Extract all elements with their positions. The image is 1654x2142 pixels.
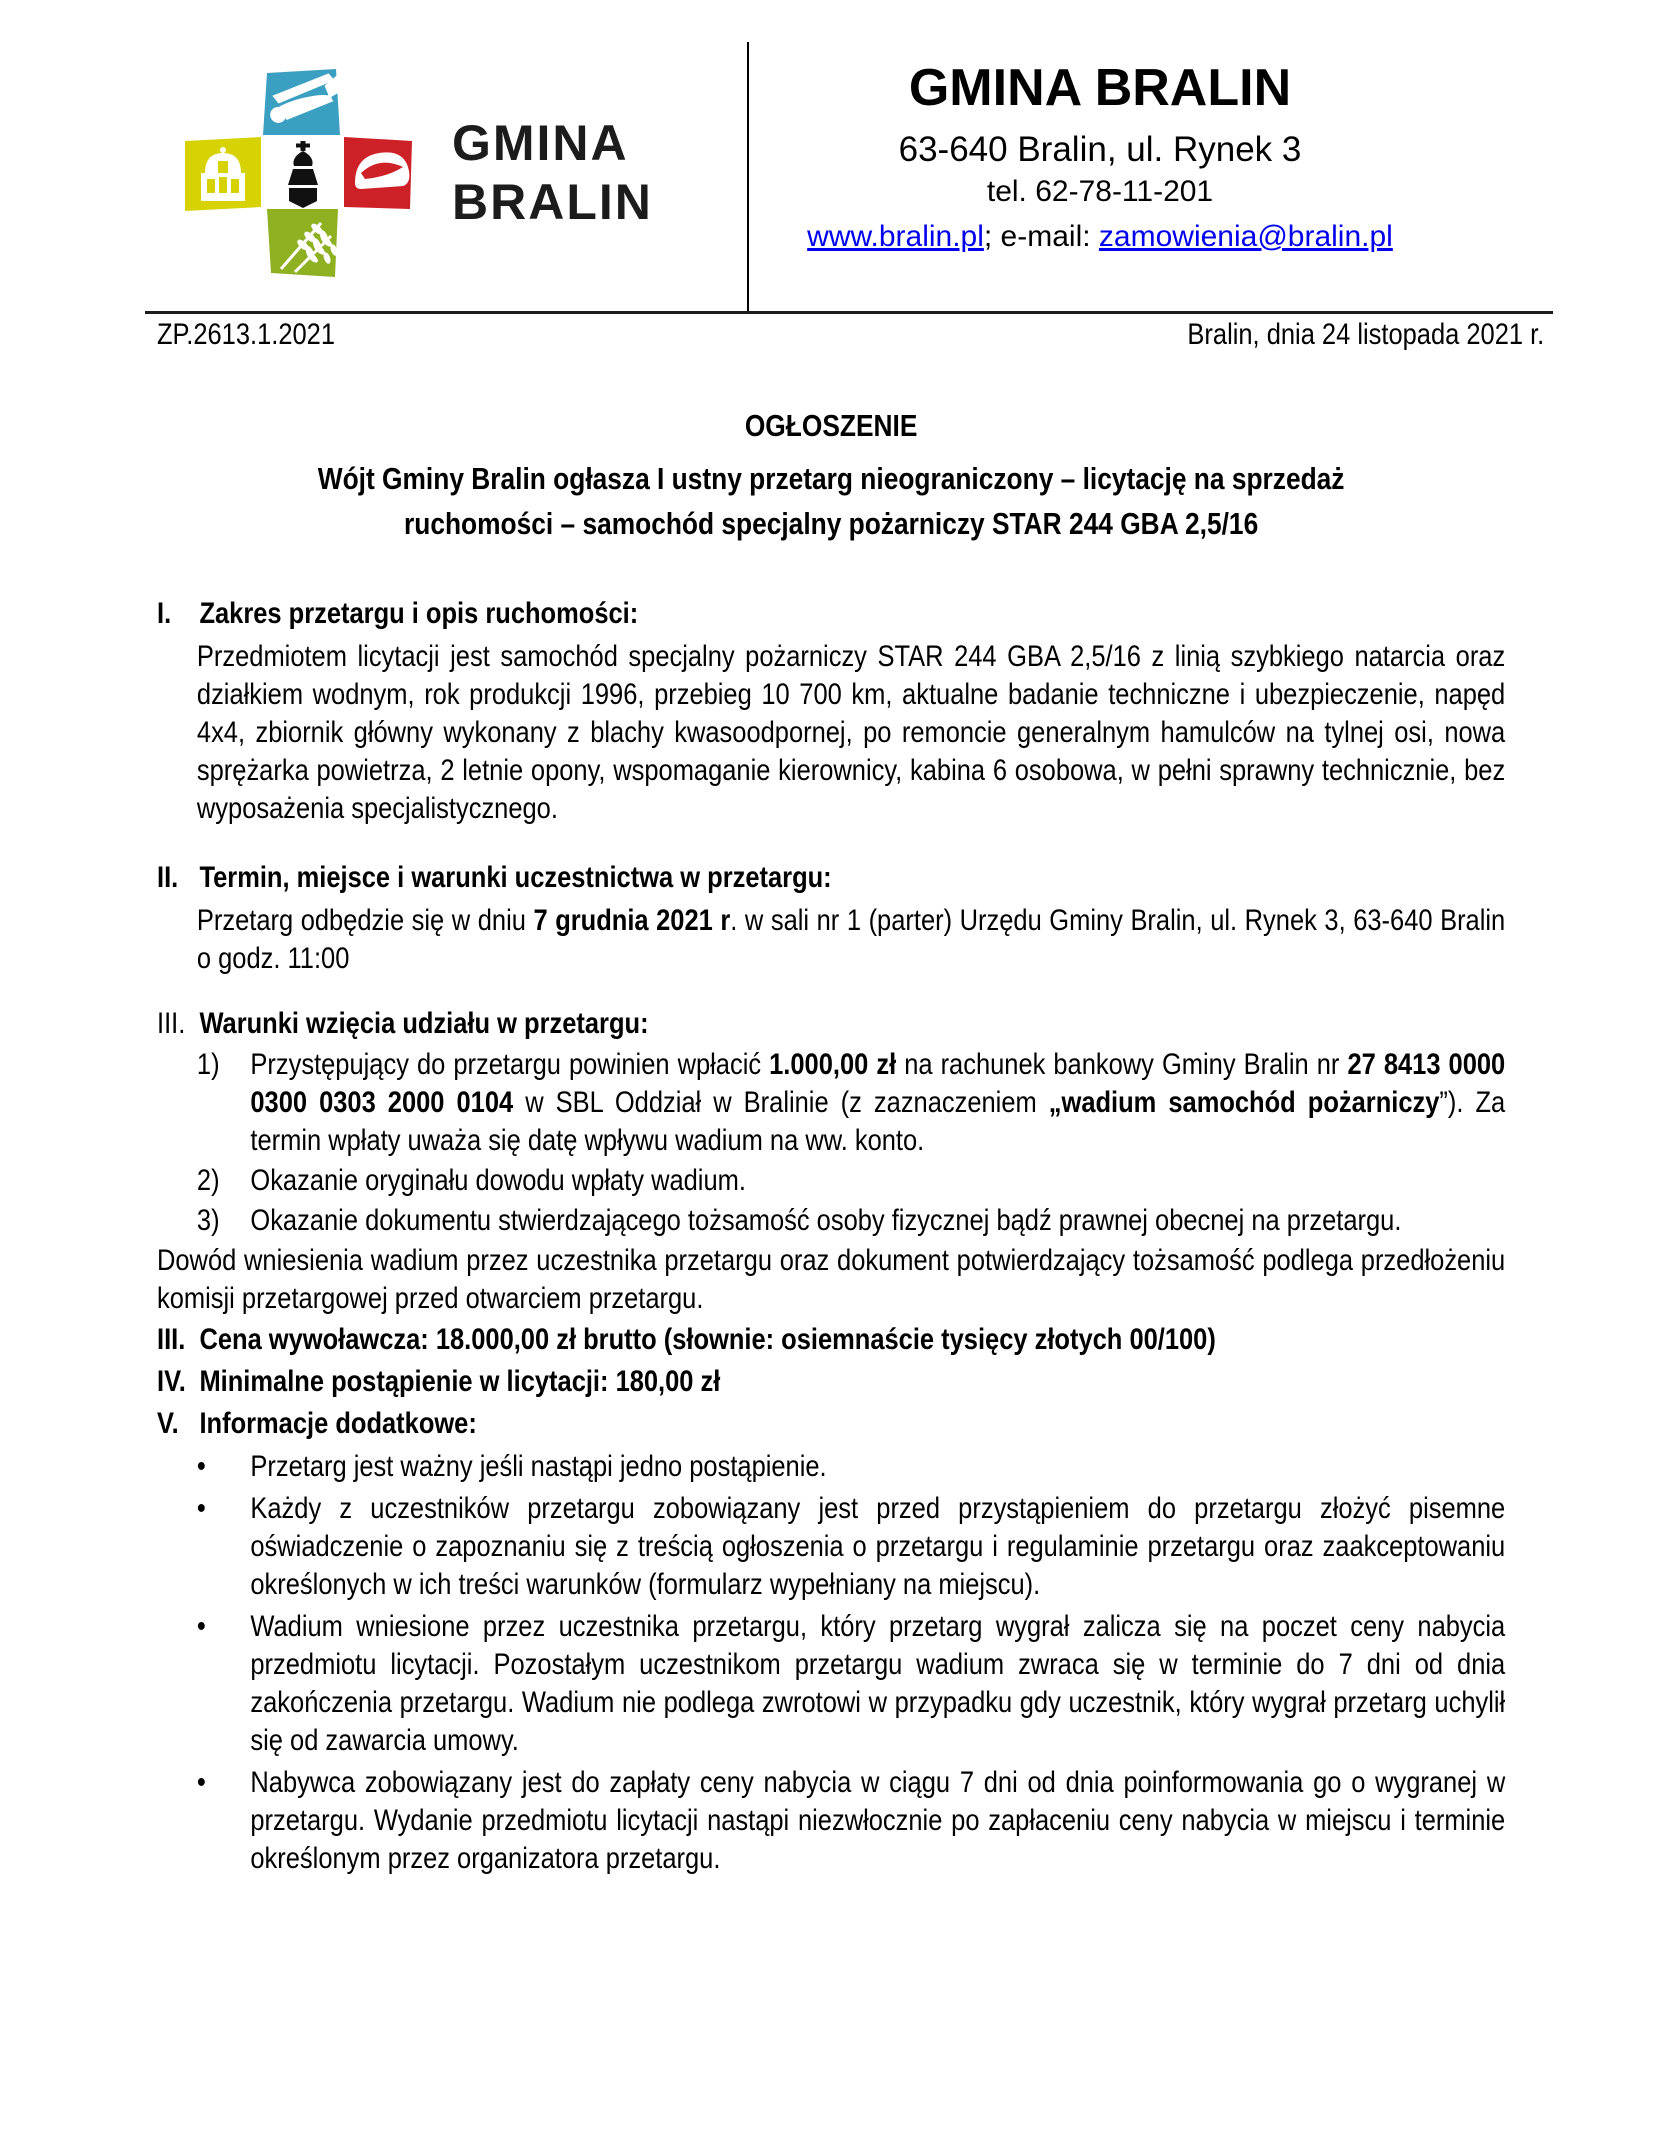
section-1-number: I. <box>157 597 172 630</box>
bullet-item <box>157 1764 1505 1878</box>
bullet-dot: • <box>196 1610 206 1643</box>
bullet-text: Przetarg jest ważny jeśli nastąpi jedno postąpienie. <box>250 1450 827 1483</box>
logo-wordmark <box>452 114 653 232</box>
section-1-title: Zakres przetargu i opis ruchomości: <box>199 597 639 630</box>
bullet-dot: • <box>196 1766 206 1799</box>
organization-links <box>770 219 1430 255</box>
minimum-bid-text: Minimalne postąpienie w licytacji: 180,00 zł <box>199 1365 721 1398</box>
bank-account-number: 27 8413 0000 0300 0303 2000 0104 <box>250 1048 1506 1119</box>
section-2-title: Termin, miejsce i warunki uczestnictwa w przetargu: <box>199 861 832 894</box>
logo-wordmark-line1: GMINA <box>452 115 629 171</box>
document-subtitle <box>157 456 1505 546</box>
logo-wordmark-line2: BRALIN <box>452 174 653 230</box>
condition-item-1-text <box>250 1046 1505 1160</box>
document-subtitle-line2: ruchomości – samochód specjalny pożarniczy STAR 244 GBA 2,5/16 <box>404 506 1259 541</box>
section-2-heading <box>157 858 1505 898</box>
additional-info-heading <box>157 1404 1505 1444</box>
minimum-bid-line <box>157 1362 1505 1402</box>
bullet-text: Każdy z uczestników przetargu zobowiązany jest przed przystąpieniem do przetargu złożyć pisemne oświadczenie o zapoznaniu się z treścią ogłoszenia o przetargu i regulaminie przetargu oraz zaakceptowaniu określonych w ich treści warunków (formularz wypełniany na miejscu). <box>250 1492 1506 1601</box>
section-1-paragraph: Przedmiotem licytacji jest samochód specjalny pożarniczy STAR 244 GBA 2,5/16 z linią szybkiego natarcia oraz działkiem wodnym, rok produkcji 1996, przebieg 10 700 km, aktualne badanie techniczne i ubezpieczenie, napęd 4x4, zbiornik główny wykonany z blachy kwasoodpornej, po remoncie generalnym hamulców na tylnej osi, nowa sprężarka powietrza, 2 letnie opony, wspomaganie kierownicy, kabina 6 osobowa, w pełni sprawny technicznie, bez wyposażenia specjalistycznego. <box>196 640 1506 825</box>
condition-item-3-text: Okazanie dokumentu stwierdzającego tożsamość osoby fizycznej bądź prawnej obecnej na przetargu. <box>250 1204 1402 1237</box>
condition-item-2-text: Okazanie oryginału dowodu wpłaty wadium. <box>250 1164 746 1197</box>
auction-date: 7 grudnia 2021 r <box>533 904 731 937</box>
document-body <box>157 316 1545 1878</box>
section-2-text: Przetarg odbędzie się w dniu <box>196 904 534 937</box>
condition-item-1-number: 1) <box>196 1048 220 1081</box>
header-rule <box>145 311 1553 314</box>
section-3-number: III. <box>157 1007 186 1040</box>
organization-address: 63-640 Bralin, ul. Rynek 3 <box>898 130 1302 169</box>
section-1-heading <box>157 594 1505 634</box>
link-separator: ; e-mail: <box>983 220 1099 253</box>
bullet-text: Wadium wniesione przez uczestnika przetargu, który przetarg wygrał zalicza się na poczet ceny nabycia przedmiotu licytacji. Pozostałym uczestnikom przetargu wadium zwraca się w terminie do 7 dni od dnia zakończenia przetargu. Wadium nie podlega zwrotowi w przypadku gdy uczestnik, który wygrał przetarg uchylił się od zawarcia umowy. <box>250 1610 1506 1757</box>
organization-phone: tel. 62-78-11-201 <box>986 175 1214 208</box>
starting-price-text: Cena wywoławcza: 18.000,00 zł brutto (słownie: osiemnaście tysięcy złotych 00/100) <box>199 1323 1216 1356</box>
condition-item-2 <box>157 1162 1505 1200</box>
deposit-note: Dowód wniesienia wadium przez uczestnika przetargu oraz dokument potwierdzający tożsamość podlega przedłożeniu komisji przetargowej przed otwarciem przetargu. <box>157 1244 1506 1315</box>
reference-number: ZP.2613.1.2021 <box>157 318 335 351</box>
additional-info-bullets <box>157 1448 1505 1878</box>
section-2-number: II. <box>157 861 179 894</box>
website-link[interactable]: www.bralin.pl <box>807 220 984 253</box>
reference-row <box>157 316 1544 354</box>
letterhead-contact-block <box>770 58 1430 255</box>
bullet-item <box>157 1490 1505 1604</box>
item-1-text: ”). Za termin wpłaty uważa się datę wpływu wadium na ww. konto. <box>250 1086 1506 1157</box>
item-1-text: w SBL Oddział w Bralinie (z zaznaczeniem <box>513 1086 1049 1119</box>
condition-item-1 <box>157 1046 1505 1160</box>
bullet-item <box>157 1448 1505 1486</box>
condition-item-3 <box>157 1202 1505 1240</box>
organization-name: GMINA BRALIN <box>908 59 1292 117</box>
condition-item-2-number: 2) <box>196 1164 220 1197</box>
gmina-bralin-crest-logo <box>183 60 415 282</box>
document-subtitle-line1: Wójt Gminy Bralin ogłasza I ustny przetarg nieograniczony – licytację na sprzedaż <box>317 461 1345 496</box>
item-1-text: Przystępujący do przetargu powinien wpłacić <box>250 1048 770 1081</box>
section-3-heading <box>157 1004 1505 1044</box>
dateline: Bralin, dnia 24 listopada 2021 r. <box>1187 318 1545 351</box>
section-3-title: Warunki wzięcia udziału w przetargu: <box>199 1007 649 1040</box>
bullet-dot: • <box>196 1450 206 1483</box>
condition-item-3-number: 3) <box>196 1204 220 1237</box>
deposit-amount: 1.000,00 zł <box>769 1048 897 1081</box>
bullet-text: Nabywca zobowiązany jest do zapłaty ceny nabycia w ciągu 7 dni od dnia poinformowania go o wygranej w przetargu. Wydanie przedmiotu licytacji nastąpi niezwłocznie po zapłaceniu ceny nabycia w miejscu i terminie określonym przez organizatora przetargu. <box>250 1766 1506 1875</box>
header-vertical-divider <box>747 42 749 313</box>
starting-price-line <box>157 1320 1505 1360</box>
additional-info-title: Informacje dodatkowe: <box>199 1407 477 1440</box>
section-2-paragraph <box>197 902 1505 978</box>
document-title: OGŁOSZENIE <box>744 408 918 443</box>
section-2-text-cont: . w sali nr 1 (parter) Urzędu Gminy Bralin, ul. Rynek 3, 63-640 Bralin o godz. 11:00 <box>196 904 1506 975</box>
item-1-text: na rachunek bankowy Gminy Bralin nr <box>896 1048 1348 1081</box>
bullet-item <box>157 1608 1505 1760</box>
email-link[interactable]: zamowienia@bralin.pl <box>1098 220 1393 253</box>
minimum-bid-number: IV. <box>157 1365 186 1398</box>
additional-info-number: V. <box>157 1407 179 1440</box>
starting-price-number: III. <box>157 1323 186 1356</box>
deposit-title: „wadium samochód pożarniczy <box>1048 1086 1440 1119</box>
bullet-dot: • <box>196 1492 206 1525</box>
